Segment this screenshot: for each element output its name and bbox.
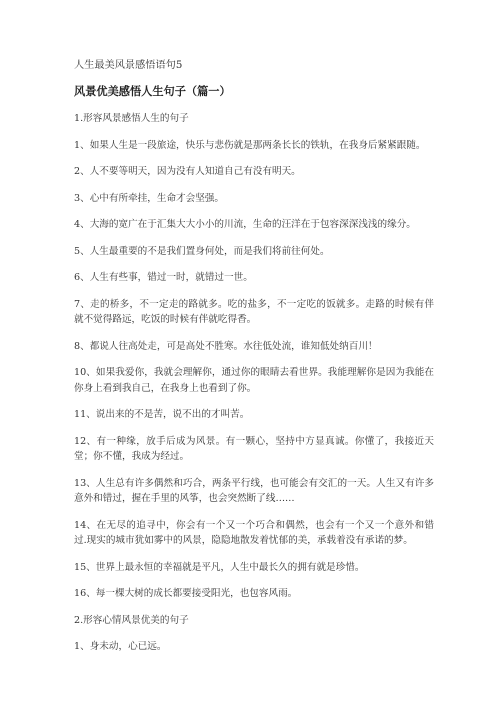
list-item: 7、走的桥多，不一定走的路就多。吃的盐多，不一定吃的饭就多。走路的时候有伴就不觉得路远，吃饭的时候有伴就吃得香。 [74, 298, 434, 325]
document-title: 人生最美风景感悟语句5 [74, 60, 183, 71]
list-item: 8、都说人往高处走，可是高处不胜寒。水往低处流，谁知低处纳百川！ [74, 340, 378, 352]
list-item: 1、身未动，心已远。 [74, 641, 167, 652]
list-item: 4、大海的宽广在于汇集大大小小的川流，生命的汪洋在于包容深深浅浅的缘分。 [74, 219, 416, 230]
section-heading: 风景优美感悟人生句子（篇一） [74, 84, 231, 98]
part1-heading: 1.形容风景感悟人生的句子 [74, 113, 189, 124]
list-item: 13、人生总有许多偶然和巧合，两条平行线，也可能会有交汇的一天。人生又有许多意外和错过，握在手里的风筝，也会突然断了线…… [74, 477, 434, 504]
list-item: 2、人不要等明天，因为没有人知道自己有没有明天。 [74, 166, 301, 177]
part2-list [74, 639, 434, 655]
part1-list [74, 138, 434, 602]
list-item: 12、有一种缘，放手后成为风景。有一颗心，坚持中方显真诚。你懂了，我接近天堂；你不懂，我成为经过。 [74, 435, 434, 462]
list-item: 3、心中有所牵挂，生命才会坚强。 [74, 192, 225, 204]
list-item: 11、说出来的不是苦，说不出的才叫苦。 [74, 409, 250, 420]
list-item: 14、在无尽的追寻中，你会有一个又一个巧合和偶然，也会有一个又一个意外和错过.现实的城市犹如雾中的风景，隐隐地散发着忧郁的美，承载着没有承诺的梦。 [74, 519, 434, 546]
document-page [74, 58, 434, 666]
list-item: 10、如果我爱你，我就会理解你，通过你的眼睛去看世界。我能理解你是因为我能在你身上看到我自己，在我身上也看到了你。 [74, 367, 434, 394]
list-item: 15、世界上最永恒的幸福就是平凡，人生中最长久的拥有就是珍惜。 [74, 561, 365, 573]
part2-heading: 2.形容心情风景优美的句子 [74, 614, 189, 626]
list-item: 16、每一棵大树的成长都要接受阳光，也包容风雨。 [74, 588, 298, 599]
list-item: 1、如果人生是一段旅途，快乐与悲伤就是那两条长长的铁轨，在我身后紧紧跟随。 [74, 139, 426, 151]
list-item: 6、人生有些事，错过一时，就错过一世。 [74, 272, 253, 283]
list-item: 5、人生最重要的不是我们置身何处，而是我们将前往何处。 [74, 245, 330, 257]
